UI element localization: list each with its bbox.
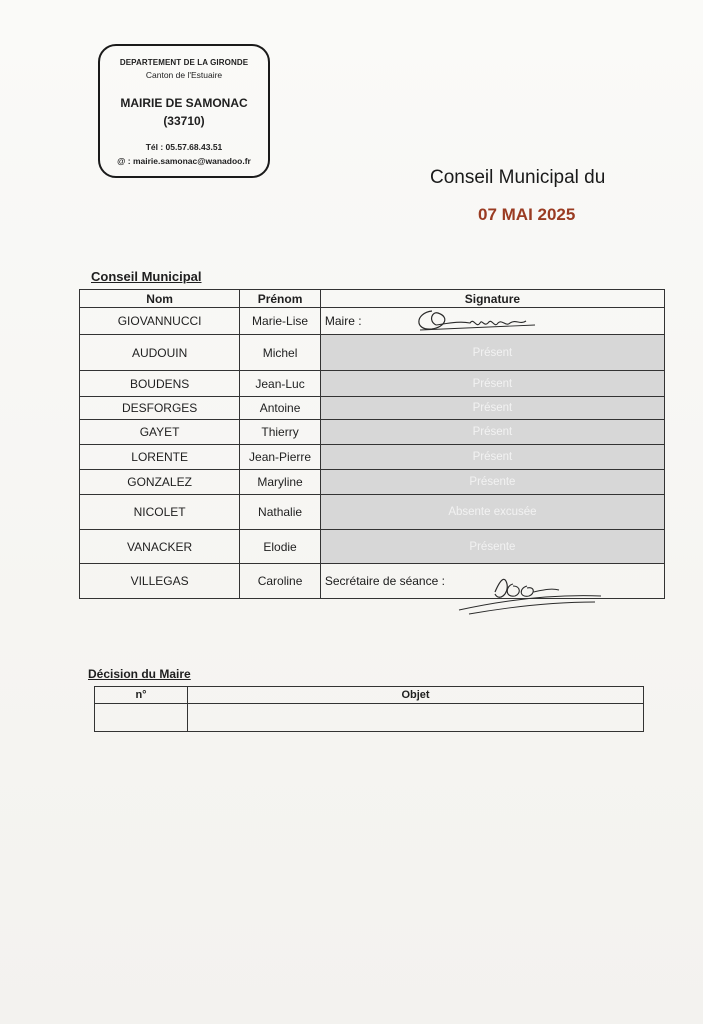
column-header-numero: n°: [95, 687, 188, 704]
council-member-prenom: Jean-Luc: [240, 371, 321, 397]
council-member-nom: VILLEGAS: [80, 564, 240, 599]
column-header-prenom: Prénom: [240, 290, 321, 308]
council-member-prenom: Thierry: [240, 420, 321, 445]
table-row: [80, 335, 665, 371]
document-date: 07 MAI 2025: [478, 205, 576, 224]
signature-cell: [320, 564, 664, 599]
council-member-nom: BOUDENS: [80, 371, 240, 397]
signature-role-label: Secrétaire de séance :: [324, 574, 445, 588]
decision-object-cell: [188, 704, 644, 732]
canton-name: Canton de l'Estuaire: [145, 70, 223, 80]
council-member-nom: GONZALEZ: [80, 470, 240, 495]
column-header-objet: Objet: [188, 687, 644, 704]
table-row: [80, 397, 665, 420]
email-address: @ : mairie.samonac@wanadoo.fr: [117, 156, 251, 166]
attendance-status: Présent: [320, 397, 664, 420]
department-name: DEPARTEMENT DE LA GIRONDE: [119, 58, 249, 67]
council-member-prenom: Antoine: [240, 397, 321, 420]
council-member-prenom: Maryline: [240, 470, 321, 495]
attendance-status: Présente: [320, 470, 664, 495]
decision-section-title: Décision du Maire: [88, 667, 191, 681]
council-member-nom: GAYET: [80, 420, 240, 445]
decision-table: [94, 686, 644, 732]
table-row: [80, 495, 665, 530]
table-row: [80, 445, 665, 470]
attendance-status: Présente: [320, 530, 664, 564]
table-row: [80, 470, 665, 495]
signature-role-label: Maire :: [324, 314, 362, 328]
attendance-status: Présent: [320, 445, 664, 470]
mairie-stamp: [98, 44, 270, 178]
council-member-nom: NICOLET: [80, 495, 240, 530]
table-row: [80, 371, 665, 397]
table-row: [80, 308, 665, 335]
attendance-status: Absente excusée: [320, 495, 664, 530]
table-row: [80, 564, 665, 599]
signature-cell: [320, 308, 664, 335]
council-member-nom: DESFORGES: [80, 397, 240, 420]
table-row: [80, 530, 665, 564]
council-member-prenom: Caroline: [240, 564, 321, 599]
council-member-nom: AUDOUIN: [80, 335, 240, 371]
council-member-prenom: Elodie: [240, 530, 321, 564]
decision-number-cell: [95, 704, 188, 732]
column-header-nom: Nom: [80, 290, 240, 308]
table-row: [80, 420, 665, 445]
council-member-nom: LORENTE: [80, 445, 240, 470]
attendance-status: Présent: [320, 371, 664, 397]
document-title: Conseil Municipal du: [430, 167, 606, 188]
council-member-prenom: Michel: [240, 335, 321, 371]
table-row: [95, 704, 644, 732]
council-table: [79, 289, 665, 599]
council-member-nom: VANACKER: [80, 530, 240, 564]
attendance-status: Présent: [320, 420, 664, 445]
attendance-status: Présent: [320, 335, 664, 371]
mairie-name: MAIRIE DE SAMONAC: [120, 96, 248, 110]
phone-number: Tél : 05.57.68.43.51: [145, 142, 223, 152]
column-header-signature: Signature: [320, 290, 664, 308]
council-member-nom: GIOVANNUCCI: [80, 308, 240, 335]
council-member-prenom: Nathalie: [240, 495, 321, 530]
council-member-prenom: Marie-Lise: [240, 308, 321, 335]
council-member-prenom: Jean-Pierre: [240, 445, 321, 470]
council-section-title: Conseil Municipal: [91, 269, 202, 284]
postal-code: (33710): [163, 114, 205, 128]
